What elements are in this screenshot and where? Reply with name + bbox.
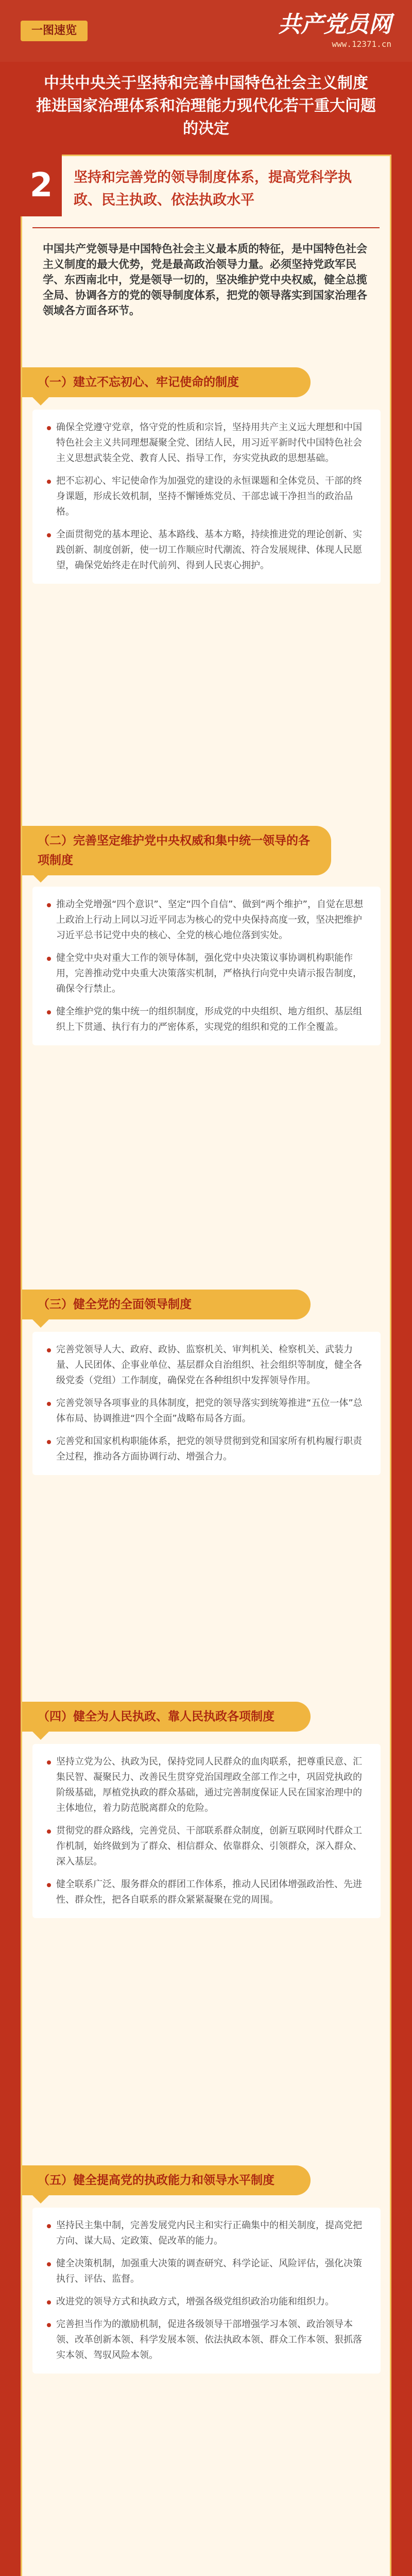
subsection-heading: （四）健全为人民执政、靠人民执政各项制度 <box>22 1702 311 1732</box>
list-item: 完善党领导人大、政府、政协、监察机关、审判机关、检察机关、武装力量、人民团体、企事业单位、基层群众自治组织、社会组织等制度，健全各级党委（党组）工作制度，确保党在各种组织中发挥领导作用。 <box>45 1342 368 1388</box>
list-item: 坚持民主集中制，完善发展党内民主和实行正确集中的相关制度，提高党把方向、谋大局、定政策、促改革的能力。 <box>45 2218 368 2249</box>
title-line-2: 推进国家治理体系和治理能力现代化若干重大问题的决定 <box>36 97 376 138</box>
bullet-icon <box>47 1829 51 1834</box>
list-item: 完善担当作为的激励机制，促进各级领导干部增强学习本领、政治领导本领、改革创新本领、科学发展本领、依法执政本领、群众工作本领、狠抓落实本领、驾驭风险本领。 <box>45 2317 368 2363</box>
bullet-icon <box>47 533 51 537</box>
title-line-1: 中共中央关于坚持和完善中国特色社会主义制度 <box>44 74 368 92</box>
subsection-heading: （二）完善坚定维护党中央权威和集中统一领导的各项制度 <box>22 826 331 875</box>
subsection-heading: （五）健全提高党的执政能力和领导水平制度 <box>22 2165 311 2195</box>
bullet-icon <box>47 903 51 907</box>
list-item: 健全党中央对重大工作的领导体制，强化党中央决策议事协调机构职能作用，完善推动党中央重大决策落实机制，严格执行向党中央请示报告制度，确保令行禁止。 <box>45 951 368 997</box>
subsection-body <box>32 2208 381 2374</box>
bullet-icon <box>47 1883 51 1887</box>
brand-url: www.12371.cn <box>332 39 391 49</box>
list-item: 完善党领导各项事业的具体制度，把党的领导落实到统筹推进“五位一体”总体布局、协调推进“四个全面”战略布局各方面。 <box>45 1396 368 1427</box>
list-item: 确保全党遵守党章，恪守党的性质和宗旨，坚持用共产主义远大理想和中国特色社会主义共同理想凝聚全党、团结人民，用习近平新时代中国特色社会主义思想武装全党、教育人民、指导工作，夯实党执政的思想基础。 <box>45 420 368 466</box>
section-number: 2 <box>21 155 62 216</box>
subsection-body <box>32 1744 381 1918</box>
top-strip <box>0 0 412 62</box>
heading-arrow <box>32 397 49 405</box>
list-item: 坚持立党为公、执政为民，保持党同人民群众的血肉联系，把尊重民意、汇集民智、凝聚民力、改善民生贯穿党治国理政全部工作之中，巩固党执政的阶级基础，厚植党执政的群众基础，通过完善制度保证人民在国家治理中的主体地位，着力防范脱离群众的危险。 <box>45 1754 368 1816</box>
bullet-icon <box>47 1402 51 1406</box>
bullet-icon <box>47 1348 51 1352</box>
section-title: 坚持和完善党的领导制度体系，提高党科学执政、民主执政、依法执政水平 <box>74 170 352 208</box>
list-item: 贯彻党的群众路线，完善党员、干部联系群众制度，创新互联网时代群众工作机制，始终做到为了群众、相信群众、依靠群众、引领群众，深入群众、深入基层。 <box>45 1823 368 1870</box>
subsection-body <box>32 887 381 1045</box>
subsection-body <box>32 1332 381 1475</box>
list-item: 健全联系广泛、服务群众的群团工作体系，推动人民团体增强政治性、先进性、群众性，把各自联系的群众紧紧凝聚在党的周围。 <box>45 1877 368 1908</box>
heading-arrow <box>32 1319 49 1328</box>
list-item: 改进党的领导方式和执政方式，增强各级党组织政治功能和组织力。 <box>45 2294 368 2310</box>
bullet-icon <box>47 2224 51 2228</box>
divider <box>32 227 380 228</box>
bullet-icon <box>47 1440 51 1444</box>
heading-arrow <box>32 2195 49 2204</box>
subsection-heading: （一）建立不忘初心、牢记使命的制度 <box>22 367 311 397</box>
bullet-icon <box>47 2262 51 2266</box>
bullet-icon <box>47 2323 51 2327</box>
page-title <box>31 72 381 140</box>
bullet-icon <box>47 1760 51 1765</box>
list-item: 完善党和国家机构职能体系，把党的领导贯彻到党和国家所有机构履行职责全过程，推动各方面协调行动、增强合力。 <box>45 1434 368 1465</box>
bullet-icon <box>47 1010 51 1014</box>
list-item: 把不忘初心、牢记使命作为加强党的建设的永恒课题和全体党员、干部的终身课题，形成长效机制，坚持不懈锤炼党员、干部忠诚干净担当的政治品格。 <box>45 473 368 520</box>
brand-name: 共产党员网 <box>278 11 391 38</box>
subsection-heading: （三）健全党的全面领导制度 <box>22 1290 311 1319</box>
heading-arrow <box>32 1732 49 1740</box>
brand-logo <box>278 10 391 49</box>
list-item: 健全维护党的集中统一的组织制度，形成党的中央组织、地方组织、基层组织上下贯通、执行有力的严密体系，实现党的组织和党的工作全覆盖。 <box>45 1004 368 1035</box>
bullet-icon <box>47 426 51 430</box>
bullet-icon <box>47 957 51 961</box>
list-item: 推动全党增强“四个意识”、坚定“四个自信”、做到“两个维护”，自觉在思想上政治上行动上同以习近平同志为核心的党中央保持高度一致，坚决把维护习近平总书记党中央的核心、全党的核心地位落到实处。 <box>45 897 368 943</box>
bullet-icon <box>47 2300 51 2304</box>
section-intro: 中国共产党领导是中国特色社会主义最本质的特征，是中国特色社会主义制度的最大优势，党是最高政治领导力量。必须坚持党政军民学、东西南北中，党是领导一切的，坚决维护党中央权威，健全总揽全局、协调各方的党的领导制度体系，把党的领导落实到国家治理各领域各方面各环节。 <box>43 243 367 317</box>
bullet-icon <box>47 480 51 484</box>
list-item: 健全决策机制，加强重大决策的调查研究、科学论证、风险评估，强化决策执行、评估、监督。 <box>45 2256 368 2287</box>
heading-arrow <box>32 874 49 883</box>
subsection-body <box>32 410 381 584</box>
list-item: 全面贯彻党的基本理论、基本路线、基本方略，持续推进党的理论创新、实践创新、制度创新，使一切工作顺应时代潮流、符合发展规律、体现人民愿望，确保党始终走在时代前列、得到人民衷心拥护。 <box>45 527 368 573</box>
section-card <box>21 155 391 2576</box>
category-tag: 一图速览 <box>21 21 88 41</box>
